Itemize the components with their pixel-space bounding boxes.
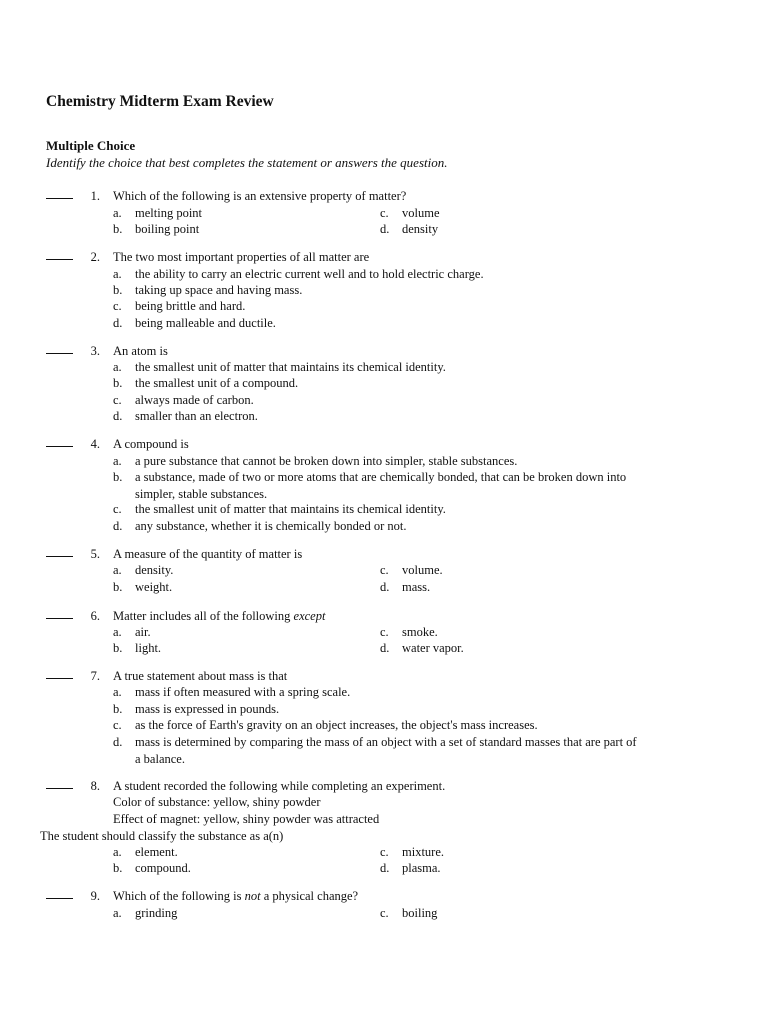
emphasis-word: not [244,889,261,903]
section-heading: Multiple Choice [46,138,136,153]
question-stem: A true statement about mass is that [113,669,288,683]
question-stem: Matter includes all of the following except [113,609,326,623]
question-number: 7. [90,669,100,683]
question-number: 8. [90,779,100,793]
answer-blank[interactable] [46,898,73,899]
observation-line: Color of substance: yellow, shiny powder [113,795,321,809]
question-number: 3. [90,344,100,358]
emphasis-word: except [293,609,326,623]
answer-blank[interactable] [46,788,73,789]
page-title: Chemistry Midterm Exam Review [46,93,274,110]
question-stem: Which of the following is an extensive property of matter? [113,189,407,203]
instructions: Identify the choice that best completes the statement or answers the question. [46,155,448,170]
classify-prompt: The student should classify the substance as a(n) [40,829,284,843]
answer-blank[interactable] [46,353,73,354]
question-number: 1. [90,189,100,203]
question-stem: A measure of the quantity of matter is [113,547,303,561]
question-number: 2. [90,250,100,264]
answer-blank[interactable] [46,618,73,619]
question-number: 9. [90,889,100,903]
answer-blank[interactable] [46,198,73,199]
question-number: 4. [90,437,100,451]
answer-blank[interactable] [46,556,73,557]
answer-blank[interactable] [46,678,73,679]
question-number: 6. [90,609,100,623]
answer-blank[interactable] [46,259,73,260]
observation-line: Effect of magnet: yellow, shiny powder was attracted [113,812,380,826]
question-stem: The two most important properties of all matter are [113,250,370,264]
answer-blank[interactable] [46,446,73,447]
exam-page: Chemistry Midterm Exam Review Multiple Choice Identify the choice that best completes the statement or answers the question. 1. Which of the following is an extensive property of matter? a. melting point b. boiling point c. volume d. density 2. The two most important properties of all matter are a. the ability to carry an electric current well and to hold electric charge. b. taking up space and having mass. c. being brittle and hard. d. being malleable and ductile. 3. An atom is a. the smallest unit of matter that maintains its chemical identity. b. the smallest unit of a compound. c. always made of carbon. d. smaller than an electron. 4. A compound is a. a pure substance that cannot be broken down into simpler, stable substances. b. a substance, made of two or more atoms that are chemically bonded, that can be broken down into simpler, stable substances. c. the smallest unit of matter that maintains its chemical identity. d. any substance, whether it is chemically bonded or not. 5. A measure of the quantity of matter is a. density. b. weight. c. volume. d. mass. 6. Matter includes all of the following except a. air. b. light. c. smoke. d. water vapor. 7. A true statement about mass is that a. mass if often measured with a spring scale. b. mass is expressed in pounds. c. as the force of Earth's gravity on an object increases, the object's mass increases. d. mass is determined by comparing the mass of an object with a set of standard masses that are part of a balance. 8. A student recorded the following while completing an experiment. Color of substance: yellow, shiny powder Effect of magnet: yellow, shiny powder was attracted The student should classify the substance as a(n) a. element. b. compound. c. mixture. d. plasma. 9. Which of the following is not a physical change? a. grinding c. boiling [0,0,768,1024]
question-stem: A student recorded the following while completing an experiment. [113,779,446,793]
question-stem: Which of the following is not a physical change? [113,889,359,903]
question-number: 5. [90,547,100,561]
question-stem: A compound is [113,437,189,451]
question-stem: An atom is [113,344,168,358]
